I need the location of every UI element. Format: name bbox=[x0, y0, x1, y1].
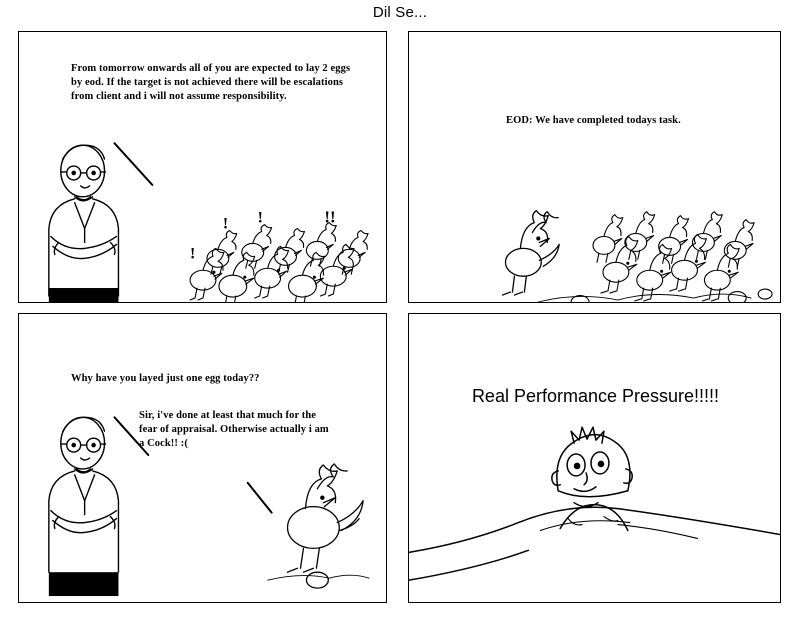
panel-4-artwork bbox=[409, 314, 780, 602]
svg-text:!: ! bbox=[190, 245, 196, 263]
panel-3-artwork bbox=[19, 314, 386, 602]
svg-text:!: ! bbox=[222, 215, 229, 233]
panel-2-artwork bbox=[409, 32, 780, 302]
svg-text:!!: !! bbox=[324, 207, 336, 227]
panel-3-caption-reply: Sir, i've done at least that much for the fear of appraisal. Otherwise actually i am a Cock!! :( bbox=[139, 410, 329, 449]
svg-text:!: ! bbox=[257, 209, 264, 227]
panel-4-caption: Real Performance Pressure!!!!! bbox=[471, 386, 720, 406]
panel-top-right bbox=[408, 31, 781, 303]
panel-top-left bbox=[18, 31, 387, 303]
panel-2-caption: EOD: We have completed todays task. bbox=[506, 115, 681, 126]
panel-bottom-left bbox=[18, 313, 387, 603]
page-title: Dil Se... bbox=[372, 4, 428, 21]
panel-3-caption: Why have you layed just one egg today?? bbox=[71, 373, 260, 384]
panel-bottom-right bbox=[408, 313, 781, 603]
panel-1-caption: From tomorrow onwards all of you are expected to lay 2 eggs by eod. If the target is not achieved there will be escalations from client and i will not assume responsibility. bbox=[71, 63, 351, 102]
